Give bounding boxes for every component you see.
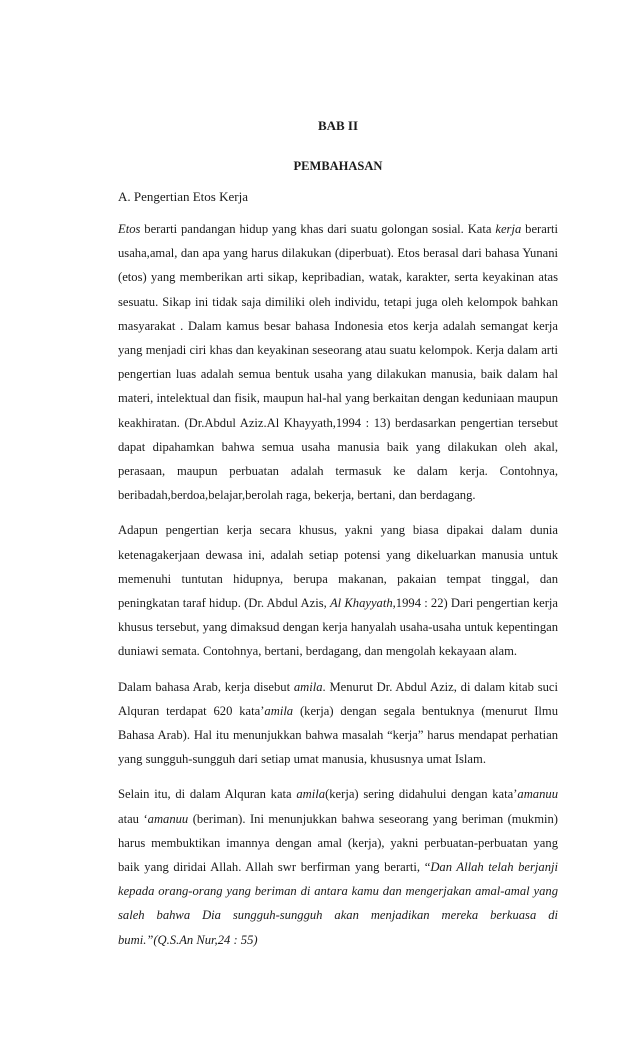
paragraph-2	[118, 518, 558, 663]
text-run: (beriman). Ini menunjukkan bahwa seseorang yang beriman (mukmin) harus membuktikan imannya dengan amal (kerja), yakni perbuatan-perbuatan yang baik yang diridai Allah. Allah swr berfirman yang berarti, “	[118, 811, 558, 875]
italic-term: Al Khayyath,	[329, 596, 396, 611]
chapter-heading: BAB II	[317, 118, 359, 133]
text-run: Dalam bahasa Arab, kerja disebut	[118, 679, 294, 694]
text-run: berarti usaha,amal, dan apa yang harus dilakukan (diperbuat). Etos berasal dari bahasa Yunani (etos) yang memberikan arti sikap, kepribadian, watak, karakter, serta keyakinan atas sesuatu. Sikap ini tidak saja dimiliki oleh individu, tetapi juga oleh kelompok bahkan masyarakat . Dalam kamus besar bahasa Indonesia etos kerja adalah semangat kerja yang menjadi ciri khas dan keyakinan seseorang atau suatu kelompok. Kerja dalam arti pengertian luas adalah semua bentuk usaha yang dilakukan manusia, baik dalam hal materi, intelektual dan fisik, maupun hal-hal yang berkaitan dengan keduniaan maupun keakhiratan. (Dr.Abdul Aziz.Al Khayyath,1994 : 13) berdasarkan pengertian tersebut dapat dipahamkan bahwa semua usaha manusia baik yang dilakukan oleh akal, perasaan, maupun perbuatan adalah termasuk ke dalam kerja. Contohnya, beribadah,berdoa,belajar,berolah raga, bekerja, bertani, dan berdagang.	[118, 222, 559, 503]
italic-term: amanuu	[517, 787, 558, 802]
text-run: Selain itu, di dalam Alquran kata	[118, 787, 297, 802]
text-run: (kerja) dengan segala bentuknya (menurut Ilmu Bahasa Arab). Hal itu menunjukkan bahwa masalah “kerja” harus mendapat perhatian yang sungguh-sungguh dari setiap umat manusia, khususnya umat Islam.	[118, 703, 558, 767]
text-run: . Menurut Dr. Abdul Aziz, di dalam kitab suci Alquran terdapat 620 kata’	[118, 679, 558, 718]
text-run: berarti pandangan hidup yang khas dari suatu golongan sosial. Kata	[140, 222, 496, 236]
italic-term: Etos	[118, 222, 141, 236]
italic-term: amila	[264, 703, 294, 718]
text-run: atau ‘	[118, 811, 148, 826]
italic-term: kerja	[495, 222, 522, 236]
paragraph-4	[118, 782, 558, 951]
chapter-subtitle: PEMBAHASAN	[293, 159, 383, 173]
paragraph-3	[118, 675, 558, 772]
text-run: (kerja) sering didahului dengan kata’	[325, 787, 518, 802]
italic-term: amila	[296, 787, 326, 802]
italic-term: amanuu	[147, 811, 189, 826]
text-run: Adapun pengertian kerja secara khusus, yakni yang biasa dipakai dalam dunia ketenagakerjaan dewasa ini, adalah setiap potensi yang dikeluarkan manusia untuk memenuhi tuntutan hidupnya, berupa makanan, pakaian tempat tinggal, dan peningkatan taraf hidup. (Dr. Abdul Azis,	[118, 523, 558, 611]
text-run: 1994 : 22) Dari pengertian kerja khusus tersebut, yang dimaksud dengan kerja hanyalah usaha-usaha untuk kepentingan duniawi semata. Contohnya, bertani, berdagang, dan mengolah kekayaan alam.	[118, 596, 559, 659]
section-heading: A. Pengertian Etos Kerja	[118, 189, 248, 204]
quran-quote: Dan Allah telah berjanji kepada orang-orang yang beriman di antara kamu dan mengerjakan amal-amal yang saleh bahwa Dia sungguh-sungguh akan menjadikan mereka berkuasa di bumi.”(Q.S.An Nur,24 : 55)	[118, 860, 558, 947]
paragraph-1	[118, 217, 558, 507]
italic-term: amila	[293, 679, 323, 694]
